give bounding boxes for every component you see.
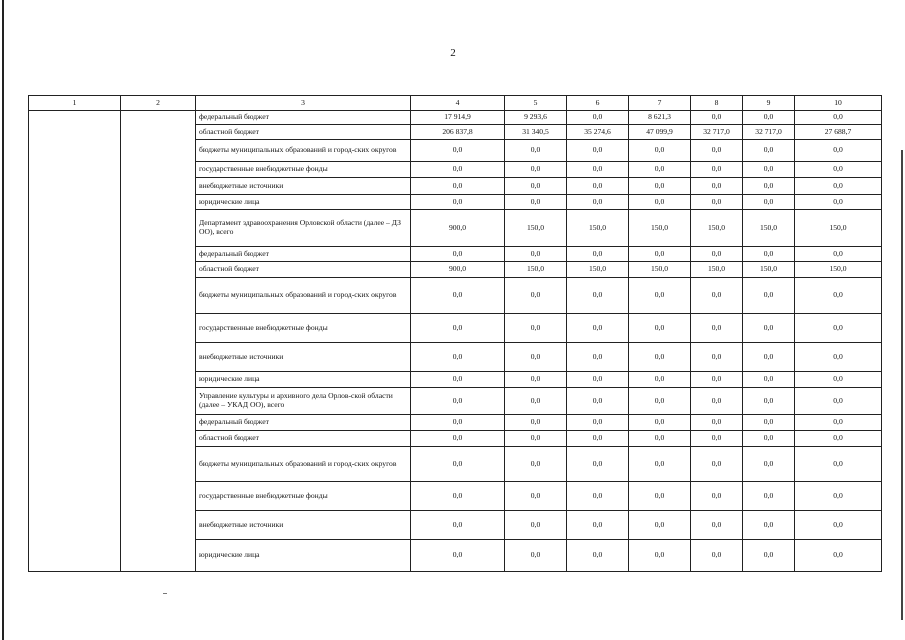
value-cell: 0,0: [567, 343, 629, 372]
value-cell: 0,0: [629, 447, 691, 482]
row-name-cell: Департамент здравоохранения Орловской области (далее – ДЗ ОО), всего: [196, 210, 411, 247]
value-cell: 0,0: [567, 162, 629, 178]
value-cell: 0,0: [795, 447, 882, 482]
scan-edge-right: [901, 150, 903, 620]
value-cell: 150,0: [795, 210, 882, 247]
row-name-cell: федеральный бюджет: [196, 247, 411, 262]
value-cell: 900,0: [411, 210, 505, 247]
value-cell: 0,0: [567, 195, 629, 210]
table-row: [29, 111, 882, 125]
value-cell: 0,0: [411, 511, 505, 540]
value-cell: 0,0: [691, 247, 743, 262]
value-cell: 0,0: [743, 247, 795, 262]
budget-table: [28, 95, 882, 572]
value-cell: 0,0: [743, 447, 795, 482]
scan-edge-left: [2, 0, 4, 640]
value-cell: 0,0: [567, 278, 629, 314]
value-cell: 150,0: [567, 262, 629, 278]
value-cell: 0,0: [567, 178, 629, 195]
value-cell: 0,0: [567, 415, 629, 431]
value-cell: 0,0: [567, 111, 629, 125]
row-name-cell: Управление культуры и архивного дела Орлов-ской области (далее – УКАД ОО), всего: [196, 388, 411, 415]
value-cell: 0,0: [567, 140, 629, 162]
value-cell: 0,0: [411, 447, 505, 482]
value-cell: 0,0: [743, 482, 795, 511]
column-header: 3: [196, 96, 411, 111]
value-cell: 0,0: [629, 314, 691, 343]
row-name-cell: юридические лица: [196, 372, 411, 388]
row-name-cell: областной бюджет: [196, 431, 411, 447]
value-cell: 0,0: [411, 178, 505, 195]
value-cell: 0,0: [505, 482, 567, 511]
value-cell: 0,0: [567, 431, 629, 447]
value-cell: 0,0: [691, 372, 743, 388]
value-cell: 0,0: [691, 278, 743, 314]
row-name-cell: юридические лица: [196, 195, 411, 210]
value-cell: 0,0: [743, 111, 795, 125]
column-header: 10: [795, 96, 882, 111]
value-cell: 0,0: [795, 343, 882, 372]
value-cell: 0,0: [691, 162, 743, 178]
value-cell: 0,0: [795, 278, 882, 314]
value-cell: 0,0: [411, 314, 505, 343]
value-cell: 32 717,0: [743, 125, 795, 140]
value-cell: 0,0: [629, 482, 691, 511]
value-cell: 0,0: [795, 178, 882, 195]
value-cell: 0,0: [411, 372, 505, 388]
value-cell: 150,0: [795, 262, 882, 278]
column-header: 8: [691, 96, 743, 111]
value-cell: 0,0: [691, 388, 743, 415]
table-header-row: [29, 96, 882, 111]
value-cell: 17 914,9: [411, 111, 505, 125]
value-cell: 0,0: [743, 372, 795, 388]
value-cell: 0,0: [795, 511, 882, 540]
value-cell: 0,0: [411, 162, 505, 178]
value-cell: 0,0: [795, 162, 882, 178]
value-cell: 0,0: [795, 431, 882, 447]
value-cell: 0,0: [691, 482, 743, 511]
value-cell: 0,0: [567, 372, 629, 388]
row-name-cell: федеральный бюджет: [196, 111, 411, 125]
value-cell: 0,0: [411, 431, 505, 447]
value-cell: 0,0: [691, 415, 743, 431]
row-name-cell: внебюджетные источники: [196, 511, 411, 540]
value-cell: 0,0: [691, 540, 743, 572]
value-cell: 150,0: [505, 262, 567, 278]
value-cell: 150,0: [505, 210, 567, 247]
row-name-cell: государственные внебюджетные фонды: [196, 314, 411, 343]
value-cell: 8 621,3: [629, 111, 691, 125]
value-cell: 0,0: [411, 247, 505, 262]
value-cell: 0,0: [505, 372, 567, 388]
value-cell: 0,0: [629, 195, 691, 210]
value-cell: 0,0: [411, 540, 505, 572]
row-name-cell: областной бюджет: [196, 262, 411, 278]
value-cell: 0,0: [567, 511, 629, 540]
column-header: 6: [567, 96, 629, 111]
row-name-cell: федеральный бюджет: [196, 415, 411, 431]
value-cell: 0,0: [795, 372, 882, 388]
value-cell: 0,0: [743, 195, 795, 210]
page-number: 2: [450, 47, 456, 59]
value-cell: 0,0: [505, 388, 567, 415]
value-cell: 0,0: [795, 388, 882, 415]
value-cell: 150,0: [743, 210, 795, 247]
value-cell: 0,0: [629, 511, 691, 540]
value-cell: 0,0: [629, 431, 691, 447]
value-cell: 0,0: [411, 343, 505, 372]
value-cell: 0,0: [795, 314, 882, 343]
value-cell: 0,0: [629, 140, 691, 162]
row-name-cell: внебюджетные источники: [196, 178, 411, 195]
value-cell: 150,0: [691, 262, 743, 278]
row-program-cell: [29, 111, 121, 572]
value-cell: 0,0: [691, 195, 743, 210]
value-cell: 0,0: [411, 482, 505, 511]
value-cell: 0,0: [743, 178, 795, 195]
value-cell: 35 274,6: [567, 125, 629, 140]
value-cell: 27 688,7: [795, 125, 882, 140]
value-cell: 0,0: [691, 178, 743, 195]
value-cell: 0,0: [505, 447, 567, 482]
value-cell: 0,0: [795, 195, 882, 210]
value-cell: 0,0: [505, 343, 567, 372]
value-cell: 0,0: [567, 482, 629, 511]
column-header: 7: [629, 96, 691, 111]
value-cell: 0,0: [795, 415, 882, 431]
column-header: 1: [29, 96, 121, 111]
value-cell: 0,0: [505, 247, 567, 262]
row-executor-cell: [121, 111, 196, 572]
value-cell: 150,0: [629, 210, 691, 247]
value-cell: 0,0: [691, 314, 743, 343]
value-cell: 0,0: [795, 540, 882, 572]
value-cell: 0,0: [629, 343, 691, 372]
value-cell: 0,0: [743, 140, 795, 162]
value-cell: 0,0: [411, 388, 505, 415]
value-cell: 0,0: [505, 162, 567, 178]
row-name-cell: государственные внебюджетные фонды: [196, 482, 411, 511]
value-cell: 0,0: [629, 415, 691, 431]
value-cell: 0,0: [629, 278, 691, 314]
value-cell: 0,0: [567, 247, 629, 262]
value-cell: 0,0: [691, 431, 743, 447]
value-cell: 0,0: [567, 314, 629, 343]
value-cell: 0,0: [743, 415, 795, 431]
value-cell: 0,0: [691, 343, 743, 372]
value-cell: 0,0: [743, 343, 795, 372]
value-cell: 0,0: [505, 511, 567, 540]
value-cell: 150,0: [691, 210, 743, 247]
value-cell: 47 099,9: [629, 125, 691, 140]
column-header: 2: [121, 96, 196, 111]
value-cell: 206 837,8: [411, 125, 505, 140]
value-cell: 0,0: [505, 431, 567, 447]
value-cell: 900,0: [411, 262, 505, 278]
row-name-cell: юридические лица: [196, 540, 411, 572]
row-name-cell: внебюджетные источники: [196, 343, 411, 372]
value-cell: 0,0: [505, 314, 567, 343]
row-name-cell: бюджеты муниципальных образований и город-ских округов: [196, 140, 411, 162]
value-cell: 0,0: [505, 540, 567, 572]
value-cell: 0,0: [629, 162, 691, 178]
value-cell: 0,0: [567, 447, 629, 482]
value-cell: 32 717,0: [691, 125, 743, 140]
value-cell: 0,0: [629, 388, 691, 415]
value-cell: 0,0: [795, 111, 882, 125]
value-cell: 0,0: [795, 140, 882, 162]
value-cell: 0,0: [505, 195, 567, 210]
value-cell: 0,0: [743, 162, 795, 178]
value-cell: 0,0: [629, 178, 691, 195]
value-cell: 150,0: [629, 262, 691, 278]
value-cell: 0,0: [743, 278, 795, 314]
value-cell: 0,0: [505, 178, 567, 195]
value-cell: 0,0: [567, 388, 629, 415]
value-cell: 0,0: [691, 511, 743, 540]
value-cell: 0,0: [691, 111, 743, 125]
value-cell: 0,0: [505, 140, 567, 162]
table-body: [29, 111, 882, 572]
row-name-cell: бюджеты муниципальных образований и город-ских округов: [196, 278, 411, 314]
column-header: 5: [505, 96, 567, 111]
value-cell: 0,0: [795, 247, 882, 262]
value-cell: 0,0: [691, 447, 743, 482]
value-cell: 0,0: [629, 372, 691, 388]
row-name-cell: бюджеты муниципальных образований и город-ских округов: [196, 447, 411, 482]
value-cell: 0,0: [691, 140, 743, 162]
column-header: 9: [743, 96, 795, 111]
value-cell: 0,0: [629, 247, 691, 262]
value-cell: 0,0: [411, 278, 505, 314]
value-cell: 0,0: [743, 431, 795, 447]
value-cell: 0,0: [567, 540, 629, 572]
value-cell: 9 293,6: [505, 111, 567, 125]
row-name-cell: областной бюджет: [196, 125, 411, 140]
value-cell: 0,0: [743, 388, 795, 415]
column-header: 4: [411, 96, 505, 111]
value-cell: 31 340,5: [505, 125, 567, 140]
value-cell: 0,0: [743, 511, 795, 540]
value-cell: 0,0: [411, 415, 505, 431]
value-cell: 0,0: [411, 195, 505, 210]
value-cell: 150,0: [567, 210, 629, 247]
value-cell: 0,0: [505, 278, 567, 314]
scan-mark: [163, 593, 167, 594]
value-cell: 0,0: [795, 482, 882, 511]
value-cell: 0,0: [629, 540, 691, 572]
value-cell: 150,0: [743, 262, 795, 278]
row-name-cell: государственные внебюджетные фонды: [196, 162, 411, 178]
value-cell: 0,0: [411, 140, 505, 162]
value-cell: 0,0: [505, 415, 567, 431]
value-cell: 0,0: [743, 540, 795, 572]
value-cell: 0,0: [743, 314, 795, 343]
